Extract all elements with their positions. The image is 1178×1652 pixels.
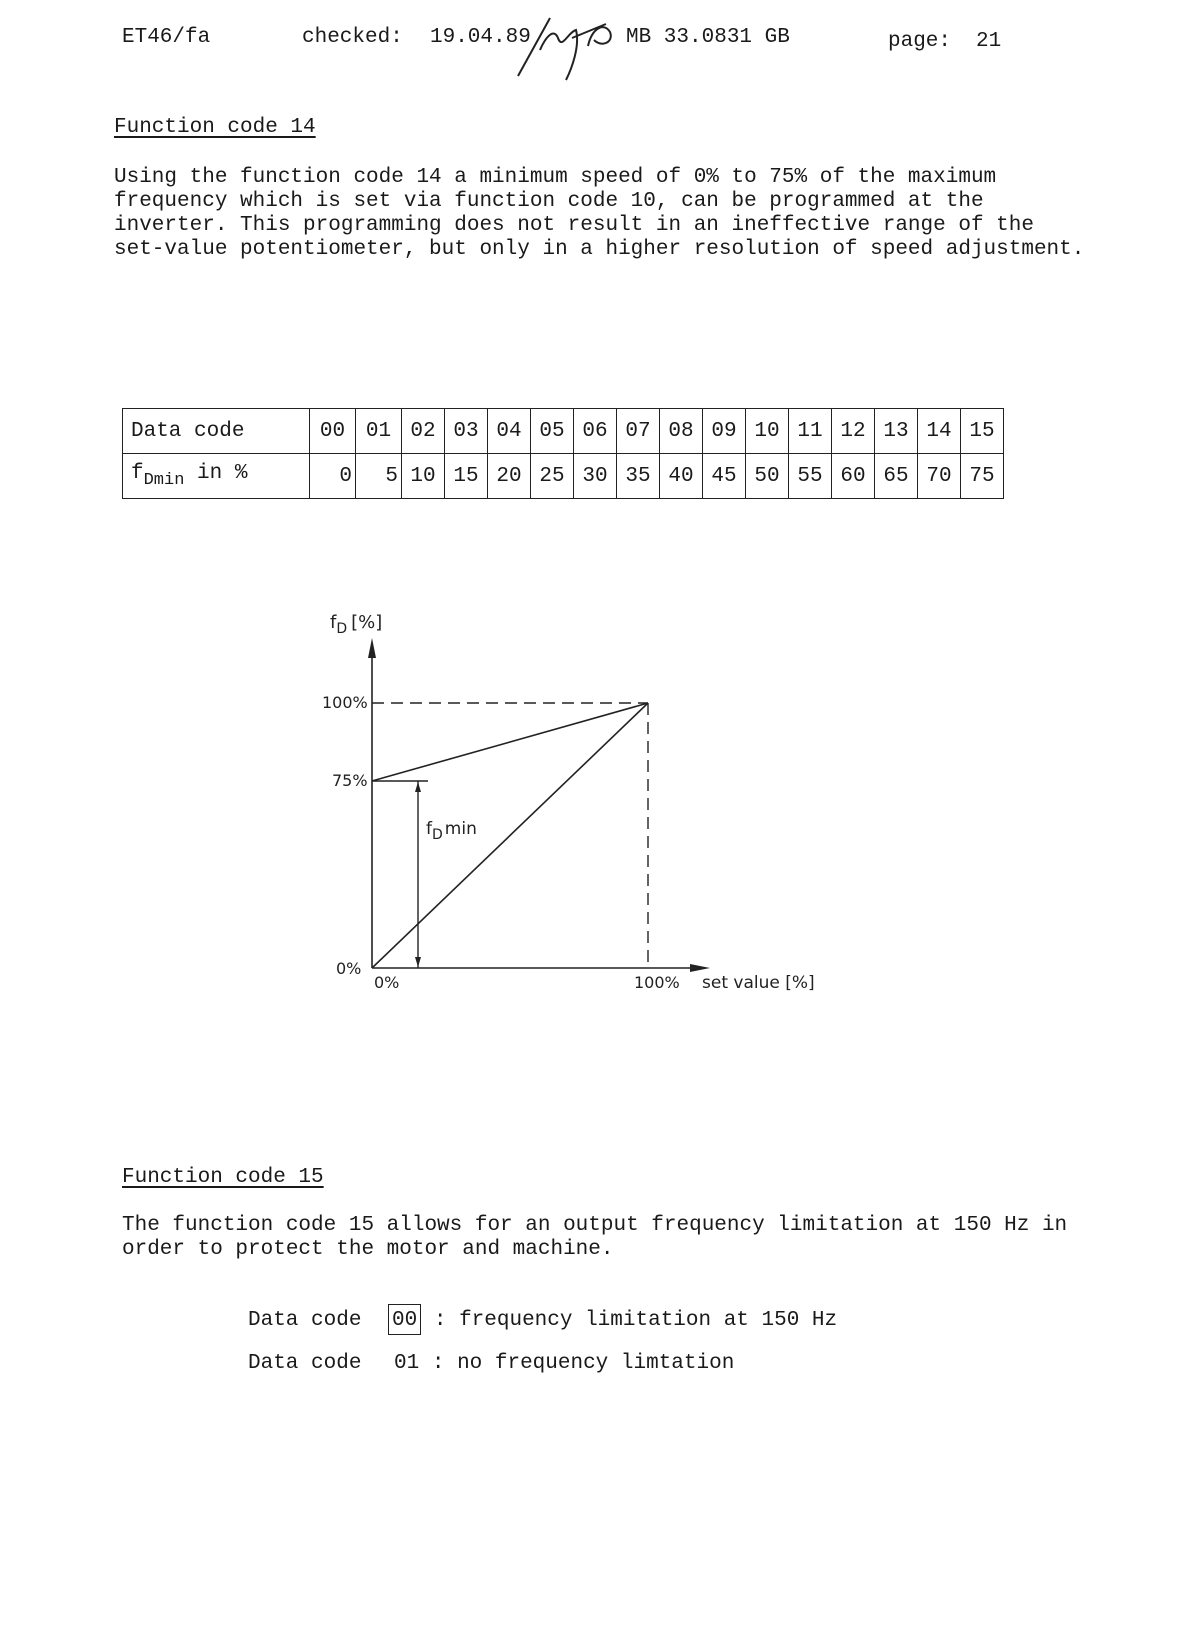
- option-00-label: Data code: [248, 1309, 362, 1332]
- data-code-table: [122, 408, 1004, 499]
- checked-date: 19.04.89: [430, 26, 531, 49]
- row-label-fdmin: [123, 454, 310, 499]
- option-00-text: : frequency limitation at 150 Hz: [433, 1309, 838, 1332]
- function-code-14-description: Using the function code 14 a minimum speed of 0% to 75% of the maximum frequency which is set via function code 10, can be programmed at the inverter. This programming does not result in an ineffective range of the set-value potentiometer, but only in a higher resolution of speed adjustment.: [114, 166, 1085, 261]
- fdmin-arrow-bottom: [415, 957, 421, 967]
- speed-graph: [300, 600, 860, 1010]
- fdmin-unit: in %: [197, 462, 248, 485]
- function-code-15-heading: Function code 15: [122, 1166, 324, 1189]
- table-row-values: [123, 454, 1004, 499]
- code-cell: 14: [918, 409, 961, 454]
- table-row-codes: [123, 409, 1004, 454]
- code-cell: 13: [875, 409, 918, 454]
- value-cell: 20: [488, 454, 531, 499]
- value-cell: 75: [961, 454, 1004, 499]
- code-cell: 11: [789, 409, 832, 454]
- value-cell: 50: [746, 454, 789, 499]
- code-cell: 15: [961, 409, 1004, 454]
- code-cell: 02: [402, 409, 445, 454]
- option-01-label: Data code: [248, 1352, 362, 1375]
- value-cell: 30: [574, 454, 617, 499]
- option-01-text: : no frequency limtation: [431, 1352, 735, 1375]
- value-cell: 45: [703, 454, 746, 499]
- page-label: page:: [888, 30, 952, 53]
- value-cell: 65: [875, 454, 918, 499]
- option-00-code: 00: [388, 1304, 421, 1335]
- row-label-data-code: Data code: [123, 409, 310, 454]
- value-cell: 10: [402, 454, 445, 499]
- code-cell: 05: [531, 409, 574, 454]
- code-cell: 08: [660, 409, 703, 454]
- y-tick-0: 0%: [336, 959, 362, 978]
- x-axis-arrow: [690, 964, 710, 972]
- function-code-14-heading: Function code 14: [114, 116, 316, 139]
- value-cell: 0: [310, 454, 356, 499]
- doc-id: ET46/fa: [122, 26, 211, 49]
- code-cell: 03: [445, 409, 488, 454]
- option-01-row: [248, 1352, 734, 1375]
- option-00-row: [248, 1304, 837, 1335]
- function-code-15-description: The function code 15 allows for an output frequency limitation at 150 Hz in order to protect the motor and machine.: [122, 1214, 1068, 1261]
- code-cell: 09: [703, 409, 746, 454]
- value-cell: 55: [789, 454, 832, 499]
- code-cell: 12: [832, 409, 875, 454]
- value-cell: 70: [918, 454, 961, 499]
- value-cell: 40: [660, 454, 703, 499]
- signature: [510, 10, 640, 85]
- value-cell: 35: [617, 454, 660, 499]
- code-cell: 10: [746, 409, 789, 454]
- x-tick-100: 100%: [634, 973, 680, 992]
- code-cell: 00: [310, 409, 356, 454]
- value-cell: 25: [531, 454, 574, 499]
- value-cell: 15: [445, 454, 488, 499]
- code-cell: 07: [617, 409, 660, 454]
- fdmin-annotation: $f_D$ min: [426, 819, 477, 843]
- value-cell: 5: [356, 454, 402, 499]
- code-cell: 06: [574, 409, 617, 454]
- fdmin-subscript: Dmin: [143, 471, 185, 490]
- value-cell: 60: [832, 454, 875, 499]
- y-axis-label: $f_D$ [%]: [330, 612, 383, 637]
- y-tick-100: 100%: [322, 693, 368, 712]
- x-axis-label: set value [%]: [702, 973, 815, 993]
- doc-reference: MB 33.0831 GB: [626, 26, 790, 49]
- page-number: 21: [976, 30, 1002, 53]
- y-tick-75: 75%: [332, 771, 368, 790]
- fdmin-arrow-top: [415, 782, 421, 792]
- checked-label: checked:: [302, 26, 403, 49]
- x-tick-0: 0%: [374, 973, 400, 992]
- y-axis-arrow: [368, 638, 376, 658]
- option-01-code: 01: [394, 1352, 420, 1375]
- code-cell: 01: [356, 409, 402, 454]
- code-cell: 04: [488, 409, 531, 454]
- fdmin-symbol: f: [131, 462, 144, 485]
